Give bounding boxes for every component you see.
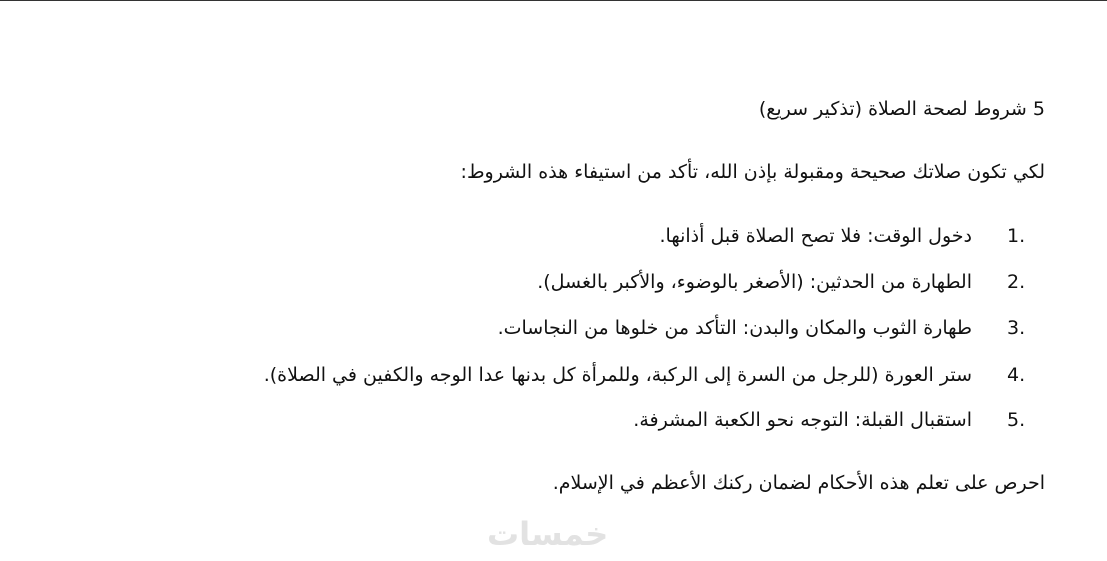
- list-item-text: استقبال القبلة: التوجه نحو الكعبة المشرفة.: [633, 409, 972, 431]
- list-item-text: دخول الوقت: فلا تصح الصلاة قبل أذانها.: [659, 225, 972, 247]
- list-item: [498, 314, 1045, 342]
- list-item: [264, 361, 1045, 389]
- list-item-number: 1.: [1007, 225, 1026, 247]
- list-item-number: 3.: [1007, 317, 1026, 339]
- list-item-number: 5.: [1007, 409, 1026, 431]
- list-item-text: ستر العورة (للرجل من السرة إلى الركبة، وللمرأة كل بدنها عدا الوجه والكفين في الصلاة).: [263, 364, 972, 386]
- list-item: [633, 406, 1045, 434]
- closing-paragraph: احرص على تعلم هذه الأحكام لضمان ركنك الأعظم في الإسلام.: [552, 472, 1045, 494]
- document-title: 5 شروط لصحة الصلاة (تذكير سريع): [758, 98, 1045, 120]
- list-item: [660, 222, 1045, 250]
- list-item-number: 4.: [1007, 364, 1026, 386]
- list-item-text: طهارة الثوب والمكان والبدن: التأكد من خلوها من النجاسات.: [497, 317, 972, 339]
- list-item-text: الطهارة من الحدثين: (الأصغر بالوضوء، والأكبر بالغسل).: [537, 271, 972, 293]
- top-border-line: [0, 0, 1107, 1]
- intro-paragraph: لكي تكون صلاتك صحيحة ومقبولة بإذن الله، تأكد من استيفاء هذه الشروط:: [460, 161, 1045, 183]
- watermark-logo: خمسات: [487, 515, 609, 553]
- list-item: [537, 268, 1045, 296]
- list-item-number: 2.: [1007, 271, 1026, 293]
